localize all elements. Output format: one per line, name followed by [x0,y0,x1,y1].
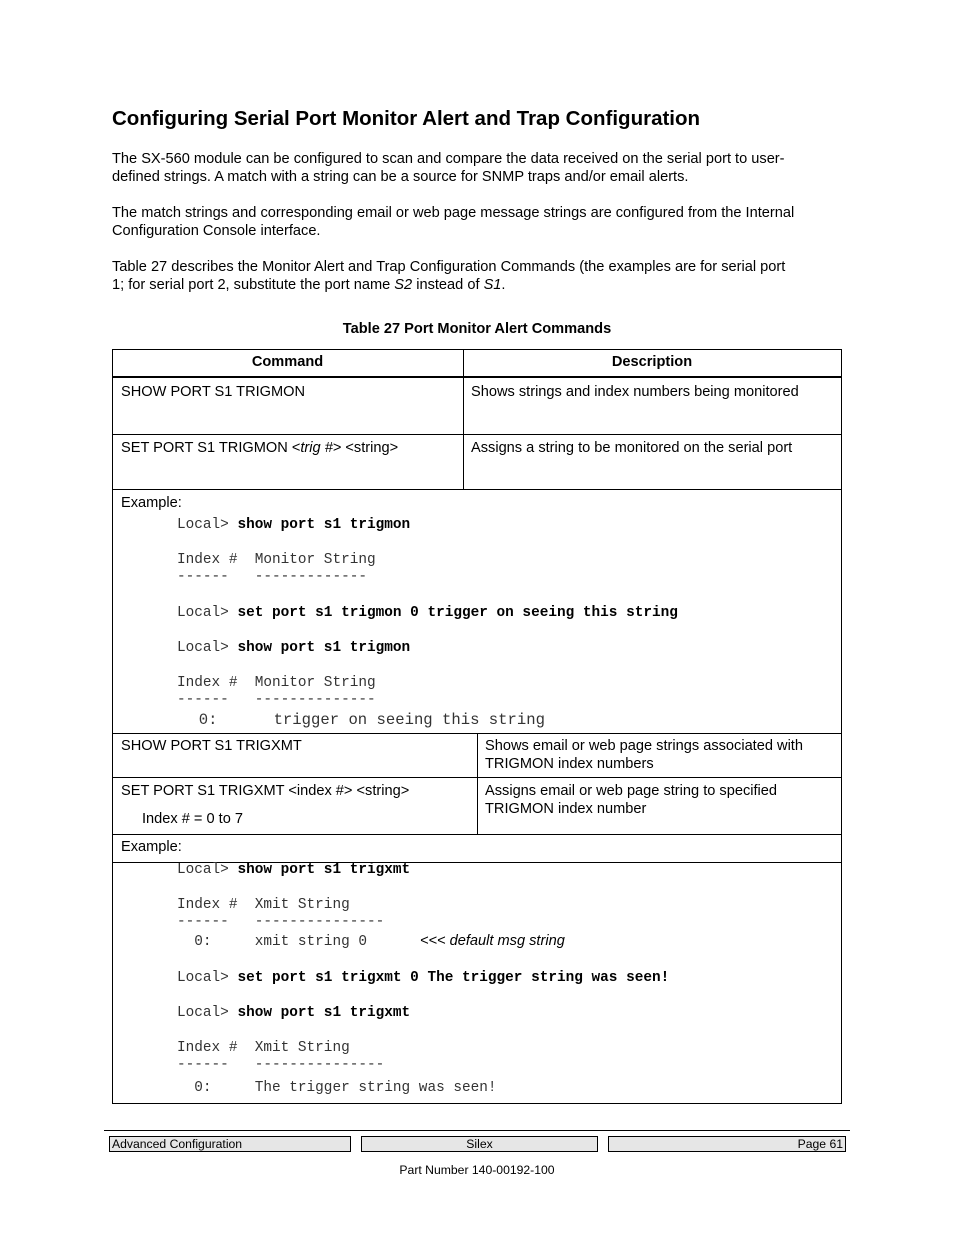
row3-description [485,737,803,773]
default-msg-note: <<< default msg string [420,933,565,949]
row4-index-range: Index # = 0 to 7 [142,811,244,827]
example1-header-2: Index # Monitor String [177,675,376,691]
row2-command [121,439,398,457]
intro-line-1: The SX-560 module can be configured to scan and compare the data received on the serial port to user- [112,151,785,167]
example2-header: Index # Xmit String [177,897,350,913]
row2-description: Assigns a string to be monitored on the serial port [471,440,793,456]
table-header-divider [112,376,842,378]
header-command: Command [251,354,324,370]
part-number: Part Number 140-00192-100 [399,1163,555,1177]
example1-header: Index # Monitor String [177,552,376,568]
example1-entry: 0: trigger on seeing this string [180,711,545,729]
page-heading: Configuring Serial Port Monitor Alert and Trap Configuration [112,107,701,130]
row3-command: SHOW PORT S1 TRIGXMT [121,738,302,754]
intro-paragraph [112,150,847,186]
config-line-2: Configuration Console interface. [112,223,321,239]
command-text: set port s1 trigxmt 0 The trigger string was seen! [237,970,670,986]
example1-separator-2: ------ -------------- [177,692,376,708]
example1-line-cmd2 [177,605,678,621]
example2-entry-1 [177,934,367,950]
example1-label: Example: [121,495,182,511]
example2-line-cmd2 [177,970,669,986]
command-text: show port s1 trigxmt [237,1005,411,1021]
port-name-s2: S2 [394,277,413,293]
command-text: show port s1 trigmon [237,517,411,533]
example1-separator: ------ ------------- [177,569,367,585]
row-divider [112,434,842,435]
footer-company: Silex [361,1136,598,1152]
example2-line-cmd1 [177,862,410,878]
example2-header-2: Index # Xmit String [177,1040,350,1056]
row4-description-line-2: TRIGMON index number [485,801,647,817]
command-text: set port s1 trigmon 0 trigger on seeing this string [237,605,678,621]
row2-trig-param: trig # [300,440,333,456]
row1-command: SHOW PORT S1 TRIGMON [121,384,306,400]
intro-line-2: defined strings. A match with a string can be a source for SNMP traps and/or email alerts. [112,169,689,185]
row3-description-line-2: TRIGMON index numbers [485,756,654,772]
row3-description-line-1: Shows email or web page strings associated with [485,738,803,754]
command-text: show port s1 trigxmt [237,862,411,878]
port-name-s1: S1 [483,277,502,293]
table-intro-paragraph [112,258,847,294]
example2-label: Example: [121,839,182,855]
example2-entry-2: 0: The trigger string was seen! [177,1080,497,1096]
footer-rule [104,1130,850,1131]
row4-command: SET PORT S1 TRIGXMT <index #> <string> [121,783,410,799]
table-intro-mid: instead of [412,277,484,293]
table-border-top [112,349,842,350]
table-caption: Table 27 Port Monitor Alert Commands [342,321,612,337]
prompt: Local> [177,605,238,621]
table-intro-text: 1; for serial port 2, substitute the port name [112,277,395,293]
row1-description: Shows strings and index numbers being monitored [471,384,799,400]
row4-description-line-1: Assigns email or web page string to specified [485,783,778,799]
row4-description [485,782,777,818]
prompt: Local> [177,970,238,986]
example1-line-cmd3 [177,640,410,656]
column-divider [463,349,464,489]
prompt: Local> [177,1005,238,1021]
row2-command-suffix: > <string> [332,440,399,456]
row-divider [112,834,842,835]
footer-section: Advanced Configuration [109,1136,351,1152]
config-line-1: The match strings and corresponding email or web page message strings are configured from the Internal [112,205,795,221]
column-divider [477,733,478,834]
config-paragraph [112,204,847,240]
example2-separator-2: ------ --------------- [177,1057,385,1073]
row-divider [112,489,842,490]
row2-command-text: SET PORT S1 TRIGMON < [121,440,301,456]
footer-page-number: Page 61 [608,1136,846,1152]
table-intro-line-1: Table 27 describes the Monitor Alert and Trap Configuration Commands (the examples are for serial port [112,259,786,275]
command-text: show port s1 trigmon [237,640,411,656]
example1-line-cmd1 [177,517,410,533]
table-intro-line-2 [112,277,505,293]
prompt: Local> [177,862,238,878]
entry-text: 0: xmit string 0 [177,934,367,950]
prompt: Local> [177,517,238,533]
example2-separator: ------ --------------- [177,914,385,930]
table-border-bottom [112,1103,842,1104]
example2-line-cmd3 [177,1005,410,1021]
table-border-left [112,349,113,1103]
prompt: Local> [177,640,238,656]
header-description: Description [611,354,693,370]
table-border-right [841,349,842,1103]
table-intro-end: . [501,277,506,293]
